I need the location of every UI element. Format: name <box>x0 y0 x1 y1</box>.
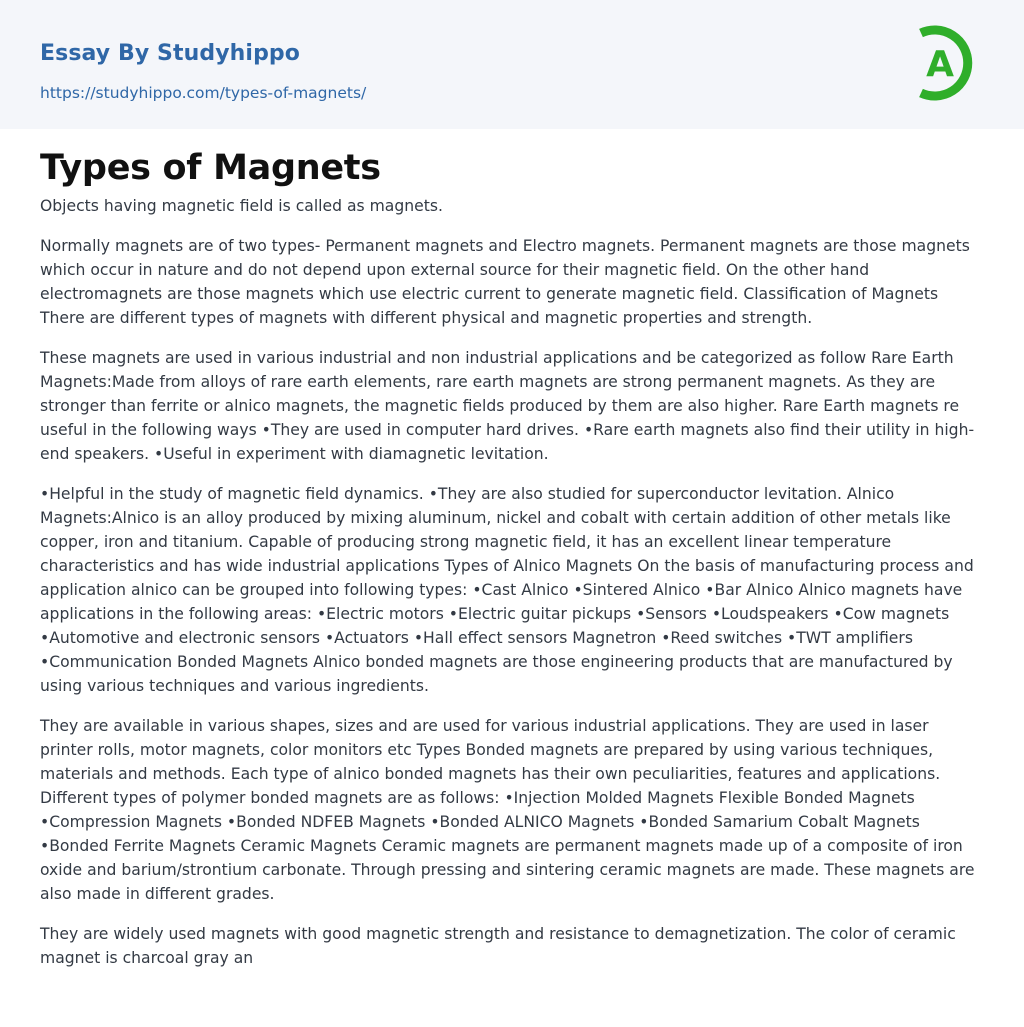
article-paragraph: Normally magnets are of two types- Permanent magnets and Electro magnets. Permanent magnets are those magnets which occur in nature and do not depend upon external source for their magnetic field. On the other hand electromagnets are those magnets which use electric current to generate magnetic field. Classification of Magnets There are different types of magnets with different physical and magnetic properties and strength. <box>40 237 970 327</box>
studyhippo-logo-icon[interactable] <box>912 19 986 107</box>
article-paragraph: Objects having magnetic field is called as magnets. <box>40 197 443 215</box>
page-url-link[interactable]: https://studyhippo.com/types-of-magnets/ <box>40 84 367 102</box>
site-header <box>0 0 1024 129</box>
logo-letter: A <box>926 44 954 85</box>
article <box>40 143 986 986</box>
article-paragraph: They are available in various shapes, sizes and are used for various industrial applications. They are used in laser printer rolls, motor magnets, color monitors etc Types Bonded magnets are prepared by using various techniques, materials and methods. Each type of alnico bonded magnets has their own peculiarities, features and applications. Different types of polymer bonded magnets are as follows: •Injection Molded Magnets Flexible Bonded Magnets •Compression Magnets •Bonded NDFEB Magnets •Bonded ALNICO Magnets •Bonded Samarium Cobalt Magnets •Bonded Ferrite Magnets Ceramic Magnets Ceramic magnets are permanent magnets made up of a composite of iron oxide and barium/strontium carbonate. Through pressing and sintering ceramic magnets are made. These magnets are also made in different grades. <box>40 717 975 903</box>
article-paragraph: •Helpful in the study of magnetic field dynamics. •They are also studied for superconductor levitation. Alnico Magnets:Alnico is an alloy produced by mixing aluminum, nickel and cobalt with certain addition of other metals like copper, iron and titanium. Capable of producing strong magnetic field, it has an excellent linear temperature characteristics and has wide industrial applications Types of Alnico Magnets On the basis of manufacturing process and application alnico can be grouped into following types: •Cast Alnico •Sintered Alnico •Bar Alnico Alnico magnets have applications in the following areas: •Electric motors •Electric guitar pickups •Sensors •Loudspeakers •Cow magnets •Automotive and electronic sensors •Actuators •Hall effect sensors Magnetron •Reed switches •TWT amplifiers •Communication Bonded Magnets Alnico bonded magnets are those engineering products that are manufactured by using various techniques and various ingredients. <box>40 485 974 695</box>
article-title: Types of Magnets <box>40 148 381 188</box>
site-brand[interactable]: Essay By Studyhippo <box>40 41 300 66</box>
article-paragraph: These magnets are used in various industrial and non industrial applications and be categorized as follow Rare Earth Magnets:Made from alloys of rare earth elements, rare earth magnets are strong permanent magnets. As they are stronger than ferrite or alnico magnets, the magnetic fields produced by them are also higher. Rare Earth magnets re useful in the following ways •They are used in computer hard drives. •Rare earth magnets also find their utility in high-end speakers. •Useful in experiment with diamagnetic levitation. <box>40 349 975 463</box>
article-paragraph: They are widely used magnets with good magnetic strength and resistance to demagnetization. The color of ceramic magnet is charcoal gray an <box>40 925 956 967</box>
